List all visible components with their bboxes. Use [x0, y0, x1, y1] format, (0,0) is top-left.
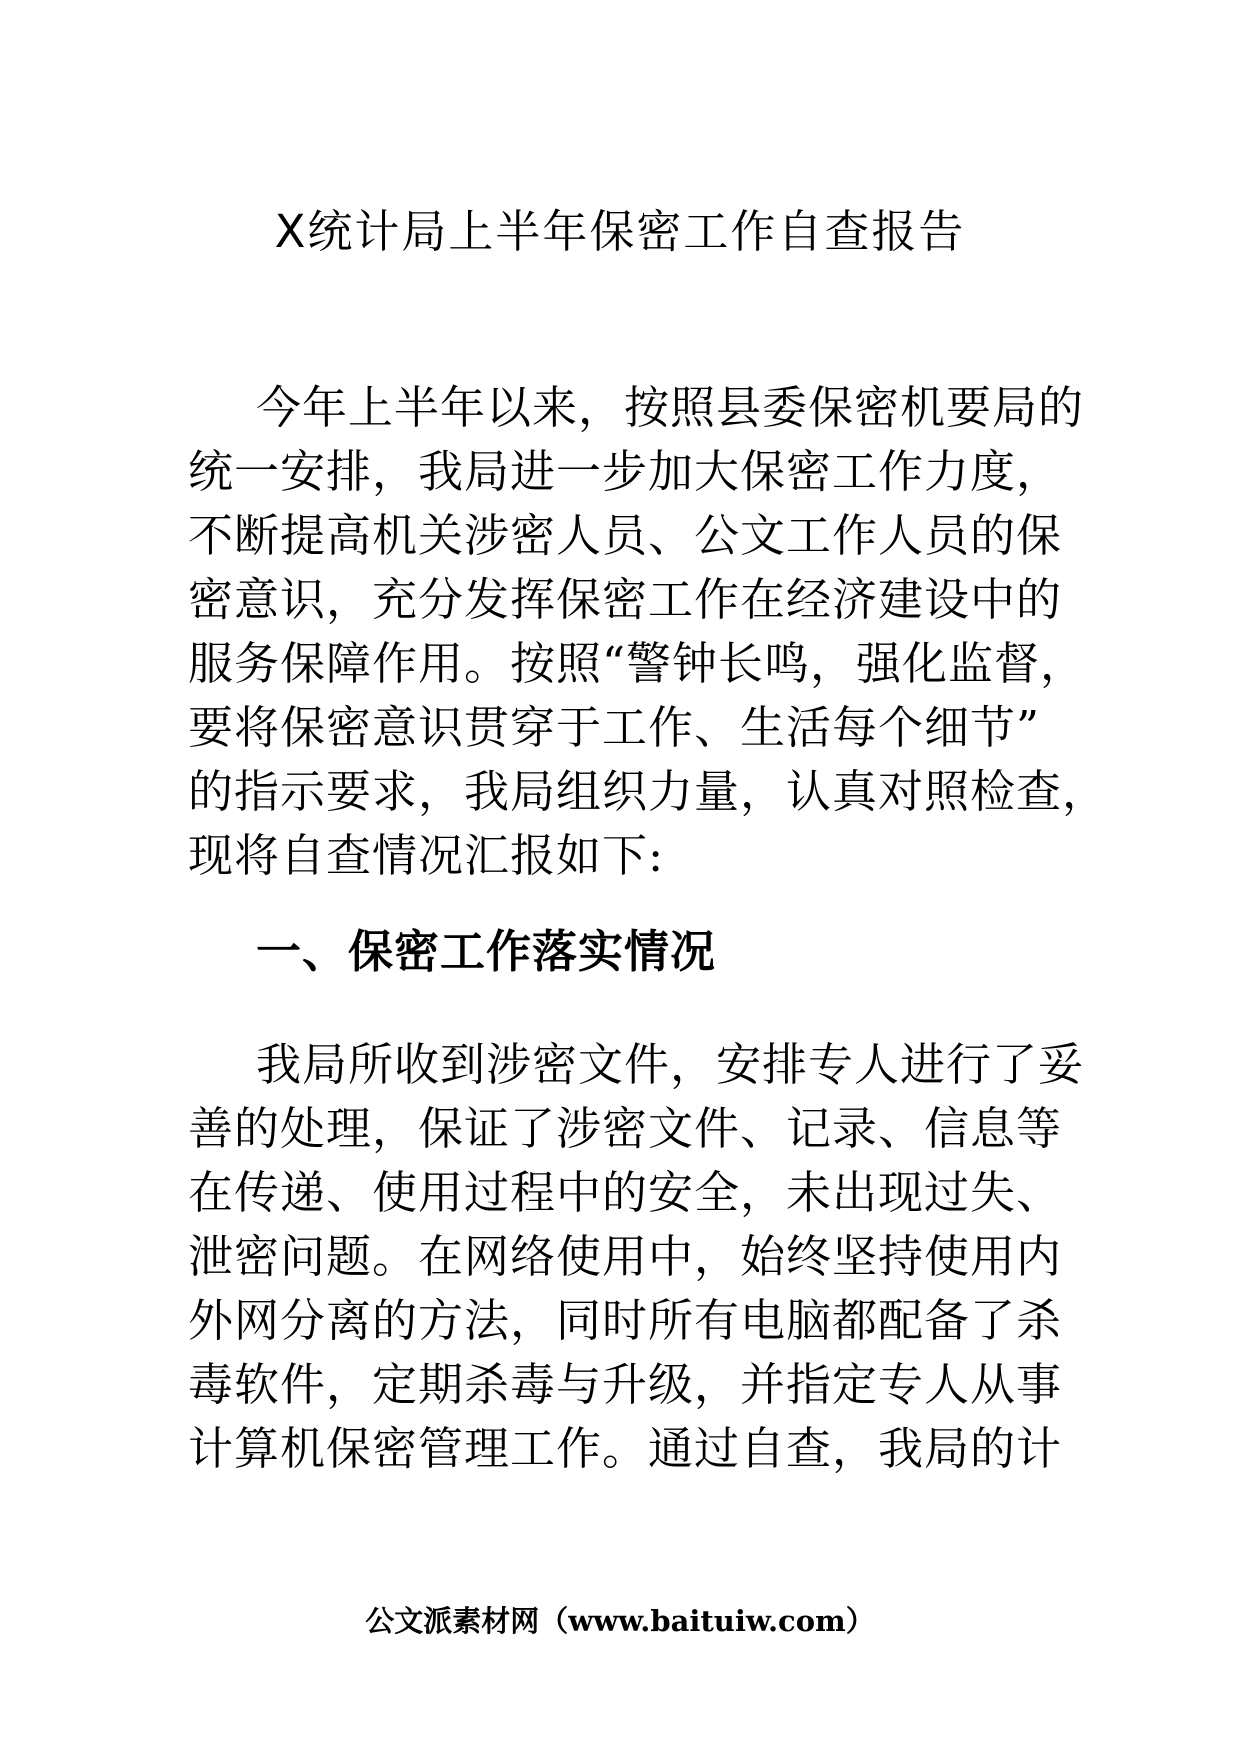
- paragraph-line: 今年上半年以来，按照县委保密机要局的: [256, 381, 1085, 434]
- paragraph-line: 现将自查情况汇报如下:: [188, 829, 665, 882]
- paragraph-line: 统一安排，我局进一步加大保密工作力度，: [188, 445, 1063, 498]
- section-paragraph: [188, 1033, 1088, 1481]
- paragraph-line: 要将保密意识贯穿于工作、生活每个细节”: [188, 701, 1041, 754]
- paragraph-line: 密意识，充分发挥保密工作在经济建设中的: [188, 573, 1063, 626]
- paragraph-line: 善的处理，保证了涉密文件、记录、信息等: [188, 1102, 1063, 1155]
- section-heading: 一、保密工作落实情况: [256, 925, 717, 978]
- paragraph-line: 在传递、使用过程中的安全，未出现过失、: [188, 1166, 1063, 1219]
- paragraph-line: 的指示要求，我局组织力量，认真对照检查，: [188, 765, 1109, 818]
- intro-paragraph: [188, 376, 1109, 888]
- source-footer: 公文派素材网（www.baituiw.com）: [365, 1604, 875, 1638]
- paragraph-line: 服务保障作用。按照“警钟长鸣，强化监督，: [188, 637, 1087, 690]
- paragraph-line: 不断提高机关涉密人员、公文工作人员的保: [188, 509, 1063, 562]
- paragraph-line: 外网分离的方法，同时所有电脑都配备了杀: [188, 1294, 1063, 1347]
- document-title: X统计局上半年保密工作自查报告: [274, 205, 966, 258]
- paragraph-line: 毒软件，定期杀毒与升级，并指定专人从事: [188, 1358, 1063, 1411]
- paragraph-line: 计算机保密管理工作。通过自查，我局的计: [188, 1422, 1063, 1475]
- paragraph-line: 泄密问题。在网络使用中，始终坚持使用内: [188, 1230, 1063, 1283]
- paragraph-line: 我局所收到涉密文件，安排专人进行了妥: [256, 1038, 1085, 1091]
